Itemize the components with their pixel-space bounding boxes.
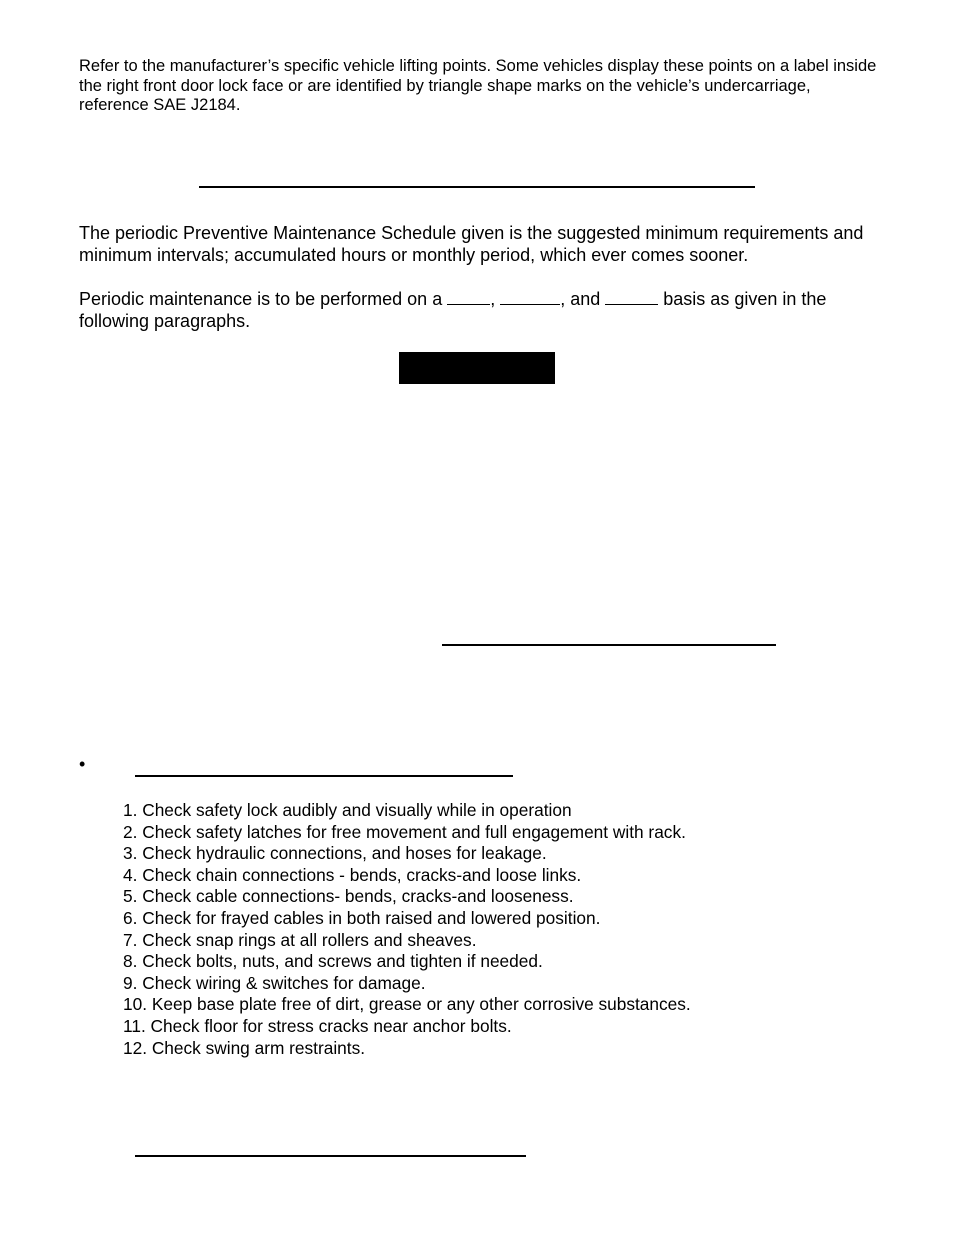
checklist-item: 4. Check chain connections - bends, cracks-and loose links. [123,864,582,885]
redacted-black-box [399,352,555,384]
checklist-item: 2. Check safety latches for free movement and full engagement with rack. [123,821,686,842]
checklist-item: 10. Keep base plate free of dirt, grease or any other corrosive substances. [123,994,691,1015]
basis-separator-2: , and [560,289,606,309]
maintenance-checklist [123,800,691,1059]
checklist-item: 5. Check cable connections- bends, cracks-and looseness. [123,886,574,907]
next-heading-underline [135,1155,526,1157]
checklist-item: 12. Check swing arm restraints. [123,1037,366,1058]
basis-text-start: Periodic maintenance is to be performed on a [79,289,448,309]
basis-text-end: basis as given in the following paragraphs. [79,289,827,331]
checklist-item: 9. Check wiring & switches for damage. [123,972,426,993]
blank-line-3 [605,287,658,305]
checklist-item: 3. Check hydraulic connections, and hoses for leakage. [123,843,547,864]
subheading-underline [442,644,776,646]
maintenance-basis-paragraph [79,287,879,332]
maintenance-schedule-paragraph: The periodic Preventive Maintenance Schedule given is the suggested minimum requirements and minimum intervals; accumulated hours or monthly period, which ever comes sooner. [79,223,864,265]
lifting-points-note: Refer to the manufacturer’s specific vehicle lifting points. Some vehicles display these points on a label inside the right front door lock face or are identified by triangle shape marks on the vehicle’s undercarriage, reference SAE J2184. [79,57,877,114]
blank-line-1 [447,287,490,305]
checklist-item: 11. Check floor for stress cracks near anchor bolts. [123,1015,512,1036]
blank-line-2 [500,287,560,305]
checklist-item: 1. Check safety lock audibly and visually while in operation [123,800,572,820]
checklist-item: 8. Check bolts, nuts, and screws and tighten if needed. [123,951,543,972]
checklist-heading-underline [135,775,513,777]
bullet-point: • [79,754,86,774]
basis-separator-1: , [490,289,501,309]
checklist-item: 6. Check for frayed cables in both raised and lowered position. [123,907,601,928]
section-heading-underline [199,186,755,188]
checklist-item: 7. Check snap rings at all rollers and sheaves. [123,929,477,950]
